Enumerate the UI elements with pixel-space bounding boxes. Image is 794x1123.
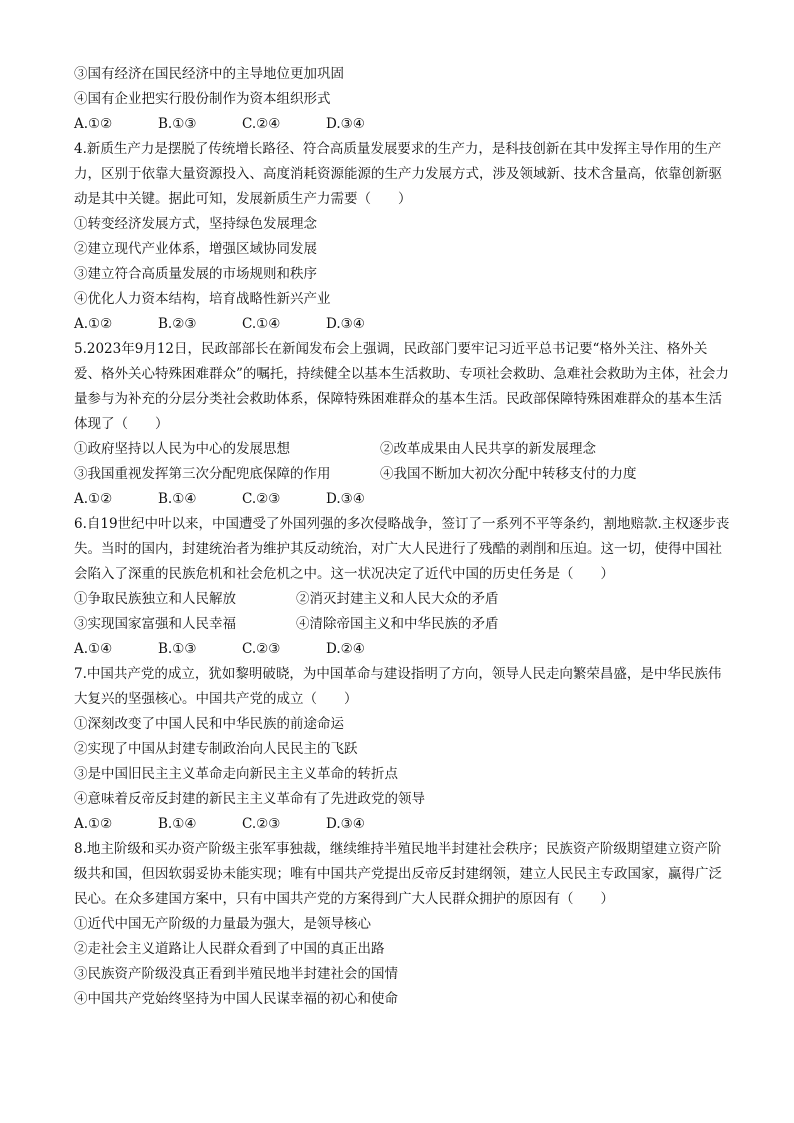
q7-stem: 7.中国共产党的成立，犹如黎明破晓，为中国革命与建设指明了方向，领导人民走向繁荣昌盛，是中华民族伟大复兴的坚强核心。中国共产党的成立（ ） (74, 666, 722, 707)
q5-item-1: ①政府坚持以人民为中心的发展思想 (74, 441, 290, 457)
q4-option-d: D.③④ (326, 316, 365, 332)
q6-options (74, 637, 734, 662)
q5-option-d: D.③④ (326, 491, 365, 507)
q5-option-a: A.①② (74, 491, 113, 507)
q4-item-4: ④优化人力资本结构，培育战略性新兴产业 (74, 291, 331, 307)
q5-item-3: ③我国重视发挥第三次分配兜底保障的作用 (74, 466, 331, 482)
q6-option-b: B.①③ (158, 641, 197, 657)
q6-item-1: ①争取民族独立和人民解放 (74, 591, 236, 607)
q4-option-c: C.①④ (242, 316, 281, 332)
q7-option-b: B.①④ (158, 816, 197, 832)
q3-option-b: B.①③ (158, 116, 197, 132)
q5-item-4: ④我国不断加大初次分配中转移支付的力度 (380, 466, 637, 482)
q5-item-2: ②改革成果由人民共享的新发展理念 (380, 441, 596, 457)
q4-option-a: A.①② (74, 316, 113, 332)
q6-stem: 6.自19世纪中叶以来，中国遭受了外国列强的多次侵略战争，签订了一系列不平等条约，割地赔款.主权逐步丧失。当时的国内，封建统治者为维护其反动统治，对广大人民进行了残酷的剥削和压迫。这一切，使得中国社会陷入了深重的民族危机和社会危机之中。这一状况决定了近代中国的历史任务是（ ） (74, 516, 730, 582)
q6-option-a: A.①④ (74, 641, 113, 657)
q7-option-a: A.①② (74, 816, 113, 832)
q7-option-d: D.③④ (326, 816, 365, 832)
q3-option-d: D.③④ (326, 116, 365, 132)
q5-items-row-1 (74, 437, 734, 462)
q7-item-4: ④意味着反帝反封建的新民主主义革命有了先进政党的领导 (74, 791, 425, 807)
q8-item-2: ②走社会主义道路让人民群众看到了中国的真正出路 (74, 941, 385, 957)
q5-option-b: B.①④ (158, 491, 197, 507)
q8-item-4: ④中国共产党始终坚持为中国人民谋幸福的初心和使命 (74, 991, 398, 1007)
q5-items-row-2 (74, 462, 734, 487)
q4-stem: 4.新质生产力是摆脱了传统增长路径、符合高质量发展要求的生产力，是科技创新在其中发挥主导作用的生产力，区别于依靠大量资源投入、高度消耗资源能源的生产力发展方式，涉及领域新、技术含量高，依靠创新驱动是其中关键。据此可知，发展新质生产力需要（ ） (74, 141, 722, 207)
q8-item-1: ①近代中国无产阶级的力量最为强大，是领导核心 (74, 916, 371, 932)
q6-item-4: ④清除帝国主义和中华民族的矛盾 (296, 616, 499, 632)
q3-item-3: ③国有经济在国民经济中的主导地位更加巩固 (74, 66, 344, 82)
q4-item-1: ①转变经济发展方式，坚持绿色发展理念 (74, 216, 317, 232)
q6-item-2: ②消灭封建主义和人民大众的矛盾 (296, 591, 499, 607)
q6-item-3: ③实现国家富强和人民幸福 (74, 616, 236, 632)
q6-items-row-1 (74, 587, 734, 612)
q6-option-d: D.②④ (326, 641, 365, 657)
q4-option-b: B.②③ (158, 316, 197, 332)
q6-option-c: C.②③ (242, 641, 281, 657)
q7-options (74, 812, 734, 837)
q7-item-3: ③是中国旧民主主义革命走向新民主主义革命的转折点 (74, 766, 398, 782)
q5-stem: 5.2023年9月12日，民政部部长在新闻发布会上强调，民政部门要牢记习近平总书记要“格外关注、格外关爱、格外关心特殊困难群众”的嘱托，持续健全以基本生活救助、专项社会救助、急难社会救助为主体，社会力量参与为补充的分层分类社会救助体系，保障特殊困难群众的基本生活。民政部保障特殊困难群众的基本生活体现了（ ） (74, 341, 729, 432)
q7-option-c: C.②③ (242, 816, 281, 832)
q8-stem: 8.地主阶级和买办资产阶级主张军事独裁，继续维持半殖民地半封建社会秩序；民族资产阶级期望建立资产阶级共和国，但因软弱妥协未能实现；唯有中国共产党提出反帝反封建纲领，建立人民民主专政国家，赢得广泛民心。在众多建国方案中，只有中国共产党的方案得到广大人民群众拥护的原因有（ ） (74, 841, 722, 907)
q6-items-row-2 (74, 612, 734, 637)
q3-option-c: C.②④ (242, 116, 281, 132)
q3-options (74, 112, 734, 137)
q5-options (74, 487, 734, 512)
q4-item-3: ③建立符合高质量发展的市场规则和秩序 (74, 266, 317, 282)
q7-item-2: ②实现了中国从封建专制政治向人民民主的飞跃 (74, 741, 358, 757)
q3-option-a: A.①② (74, 116, 113, 132)
q4-item-2: ②建立现代产业体系，增强区域协同发展 (74, 241, 317, 257)
q7-item-1: ①深刻改变了中国人民和中华民族的前途命运 (74, 716, 344, 732)
q4-options (74, 312, 734, 337)
q5-option-c: C.②③ (242, 491, 281, 507)
q8-item-3: ③民族资产阶级没真正看到半殖民地半封建社会的国情 (74, 966, 398, 982)
q3-item-4: ④国有企业把实行股份制作为资本组织形式 (74, 91, 331, 107)
